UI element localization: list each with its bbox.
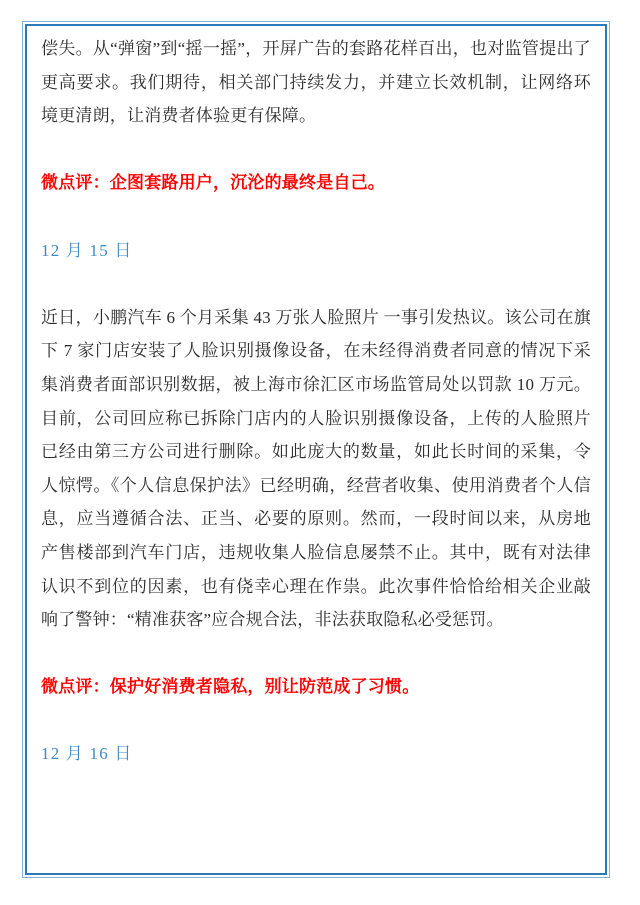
editorial-commentary: 微点评：保护好消费者隐私，别让防范成了习惯。 [41,677,420,697]
date-heading: 12 月 16 日 [41,744,133,764]
paragraph-spacer [41,704,591,738]
date-heading: 12 月 15 日 [41,240,133,260]
paragraph-spacer [41,133,591,167]
editorial-commentary: 微点评：企图套路用户，沉沦的最终是自己。 [41,173,385,193]
body-paragraph: 偿失。从“弹窗”到“摇一摇”，开屏广告的套路花样百出，也对监管提出了更高要求。我们期待，相关部门持续发力，并建立长效机制，让网络环境更清朗，让消费者体验更有保障。 [41,39,591,126]
paragraph-spacer [41,200,591,234]
document-border-frame-outer [22,21,610,878]
document-border-frame-inner [25,24,607,875]
paragraph-spacer [41,267,591,301]
paragraph-spacer [41,637,591,671]
body-paragraph: 近日，小鹏汽车 6 个月采集 43 万张人脸照片 一事引发热议。该公司在旗下 7 家门店安装了人脸识别摄像设备，在未经得消费者同意的情况下采集消费者面部识别数据，被上海市徐汇区市场监管局处以罚款 10 万元。目前，公司回应称已拆除门店内的人脸识别摄像设备，上传的人脸照片已经由第三方公司进行删除。如此庞大的数量，如此长时间的采集，令人惊愕。《个人信息保护法》已经明确，经营者收集、使用消费者个人信息，应当遵循合法、正当、必要的原则。然而，一段时间以来，从房地产售楼部到汽车门店，违规收集人脸信息屡禁不止。其中，既有对法律认识不到位的因素，也有侥幸心理在作祟。此次事件恰恰给相关企业敲响了警钟：“精准获客”应合规合法，非法获取隐私必受惩罚。 [41,307,591,630]
document-content-column [39,32,593,867]
